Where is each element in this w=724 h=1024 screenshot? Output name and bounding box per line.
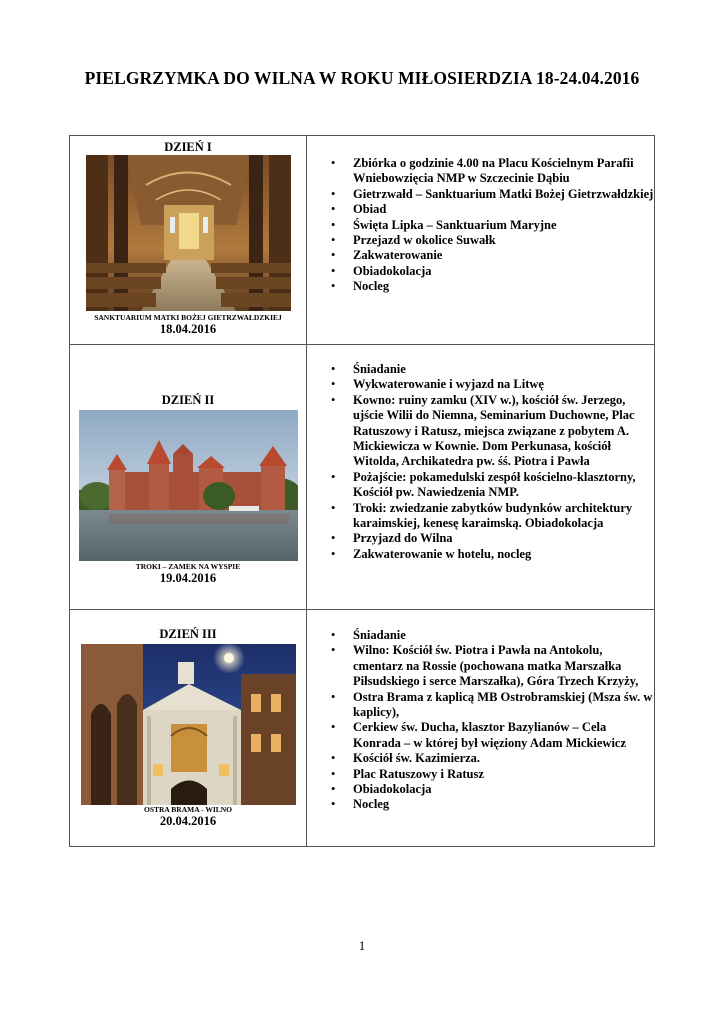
day-label: DZIEŃ II bbox=[161, 393, 215, 407]
day-date: 19.04.2016 bbox=[159, 571, 217, 585]
list-item: • Obiad bbox=[353, 202, 654, 217]
day-program-cell bbox=[307, 136, 655, 345]
list-item: • Zbiórka o godzinie 4.00 na Placu Kościelnym Parafii Wniebowzięcia NMP w Szczecinie Dąbiu bbox=[353, 156, 654, 187]
list-item: • Obiadokolacja bbox=[353, 782, 654, 797]
list-item: • Cerkiew św. Ducha, klasztor Bazylianów – Cela Konrada – w której był więziony Adam Mickiewicz bbox=[353, 720, 654, 751]
day-info-cell bbox=[70, 136, 307, 345]
photo-caption: OSTRA BRAMA - WILNO bbox=[143, 805, 232, 814]
list-item: • Nocleg bbox=[353, 279, 654, 294]
list-item: • Wilno: Kościół św. Piotra i Pawła na Antokolu, cmentarz na Rossie (pochowana matka Marszałka Piłsudskiego i serce Marszałka), Góra Trzech Krzyży, bbox=[353, 643, 654, 689]
list-item: • Obiadokolacja bbox=[353, 264, 654, 279]
list-item: • Zakwaterowanie bbox=[353, 248, 654, 263]
list-item: • Śniadanie bbox=[353, 362, 654, 377]
list-item: • Zakwaterowanie w hotelu, nocleg bbox=[353, 547, 654, 562]
island-castle-photo bbox=[79, 410, 298, 561]
list-item: • Święta Lipka – Sanktuarium Maryjne bbox=[353, 218, 654, 233]
day-date: 18.04.2016 bbox=[159, 322, 217, 336]
day-program-cell bbox=[307, 610, 655, 847]
list-item: • Ostra Brama z kaplicą MB Ostrobramskiej (Msza św. w kaplicy), bbox=[353, 690, 654, 721]
program-list bbox=[307, 362, 654, 562]
list-item: • Pożajście: pokamedulski zespół kościelno-klasztorny, Kościół pw. Nawiedzenia NMP. bbox=[353, 470, 654, 501]
list-item: • Kowno: ruiny zamku (XIV w.), kościół św. Jerzego, ujście Wilii do Niemna, Seminarium Duchowne, Plac Ratuszowy i Ratusz, miejsca związane z pobytem A. Mickiewicza w Kownie. Dom Perkunasa, kościół Witolda, Archikatedra pw. śś. Piotra i Pawła bbox=[353, 393, 654, 470]
list-item: • Plac Ratuszowy i Ratusz bbox=[353, 767, 654, 782]
day-info-cell bbox=[70, 345, 307, 610]
day-row bbox=[70, 345, 655, 610]
gate-of-dawn-photo bbox=[81, 644, 296, 805]
day-info-cell bbox=[70, 610, 307, 847]
day-row bbox=[70, 610, 655, 847]
day-label: DZIEŃ I bbox=[164, 140, 212, 154]
page-title: PIELGRZYMKA DO WILNA W ROKU MIŁOSIERDZIA 18-24.04.2016 bbox=[84, 68, 640, 88]
church-interior-photo bbox=[86, 155, 291, 311]
list-item: • Gietrzwałd – Sanktuarium Matki Bożej Gietrzwałdzkiej bbox=[353, 187, 654, 202]
day-row bbox=[70, 136, 655, 345]
photo-caption: SANKTUARIUM MATKI BOŻEJ GIETRZWAŁDZKIEJ bbox=[94, 313, 282, 322]
list-item: • Śniadanie bbox=[353, 628, 654, 643]
program-list bbox=[307, 156, 654, 295]
list-item: • Wykwaterowanie i wyjazd na Litwę bbox=[353, 377, 654, 392]
list-item: • Troki: zwiedzanie zabytków budynków architektury karaimskiej, kenesę karaimską. Obiadokolacja bbox=[353, 501, 654, 532]
list-item: • Nocleg bbox=[353, 797, 654, 812]
page-number: 1 bbox=[358, 938, 366, 953]
program-list bbox=[307, 628, 654, 813]
day-date: 20.04.2016 bbox=[159, 814, 217, 828]
photo-caption: TROKI – ZAMEK NA WYSPIE bbox=[135, 562, 241, 571]
list-item: • Przejazd w okolice Suwałk bbox=[353, 233, 654, 248]
day-label: DZIEŃ III bbox=[159, 627, 217, 641]
itinerary-table bbox=[69, 135, 655, 847]
list-item: • Przyjazd do Wilna bbox=[353, 531, 654, 546]
day-program-cell bbox=[307, 345, 655, 610]
list-item: • Kościół św. Kazimierza. bbox=[353, 751, 654, 766]
